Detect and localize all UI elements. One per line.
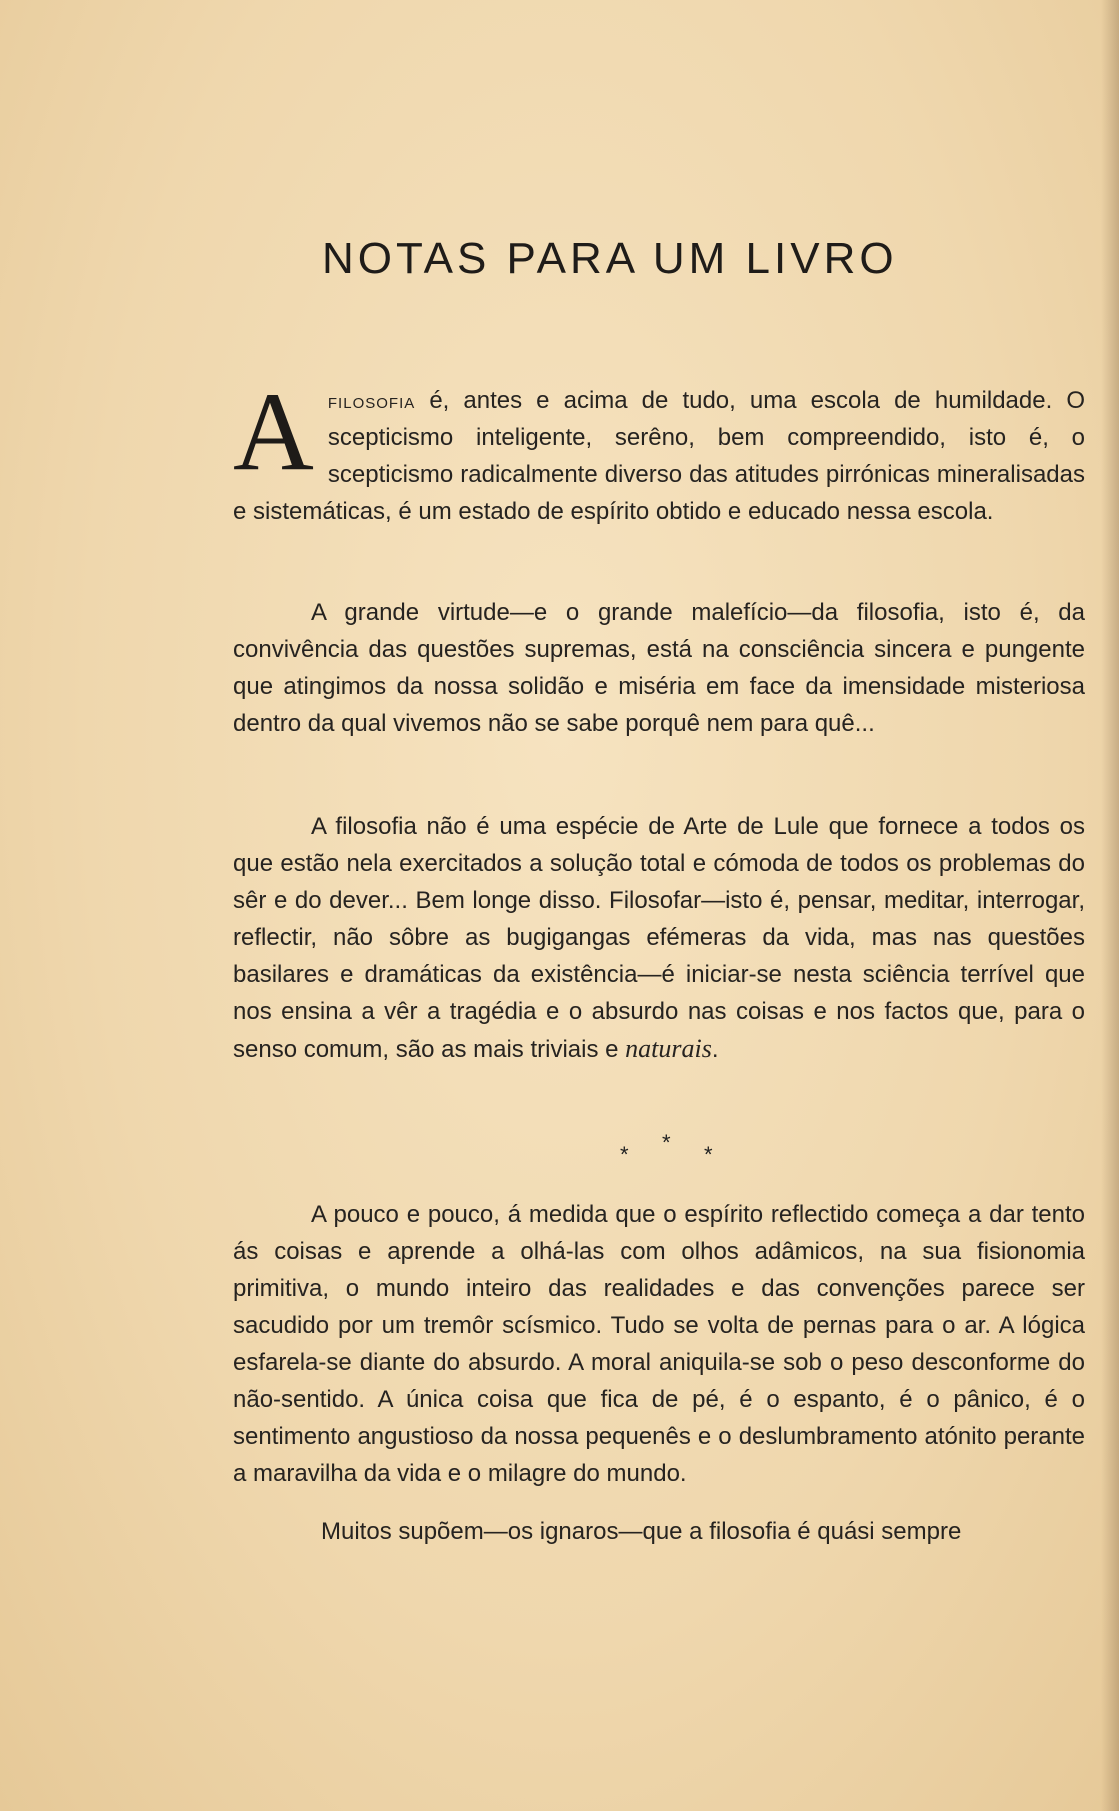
section-separator xyxy=(610,1130,713,1170)
paragraph-3-end: . xyxy=(711,1036,719,1063)
drop-cap: A xyxy=(233,370,314,494)
chapter-title: NOTAS PARA UM LIVRO xyxy=(322,234,898,283)
paragraph-5: Muitos supõem—os ignaros—que a filosofia é quási sempre xyxy=(321,1518,962,1545)
paragraph-3 xyxy=(233,808,1085,1068)
paragraph-4: A pouco e pouco, á medida que o espírito reflectido começa a dar tento ás coisas e aprende a olhá-las com olhos adâmicos, na sua fisionomia primitiva, o mundo inteiro das realidades e das convenções parece ser sacudido por um tremôr scísmico. Tudo se volta de pernas para o ar. A lógica esfarela-se diante do absurdo. A moral aniquila-se sob o peso desconforme do não-sentido. A única coisa que fica de pé, é o espanto, é o pânico, é o sentimento angustioso da nossa pequenês e o deslumbramento atónito perante a maravilha da vida e o milagre do mundo. xyxy=(233,1201,1085,1487)
paragraph-1-text: é, antes e acima de tudo, uma escola de humildade. O scepticismo inteligente, serêno, bem compreendido, isto é, o scepticismo radicalmente diverso das atitudes pirrónicas mineralisadas e sistemáticas, é um estado de espírito obtido e educado nessa escola. xyxy=(233,387,1085,525)
asterisk-right: * xyxy=(704,1142,713,1167)
paragraph-1-lead: filosofia xyxy=(327,388,416,413)
asterisk-top: * xyxy=(662,1130,671,1155)
paragraph-3-text: A filosofia não é uma espécie de Arte de Lule que fornece a todos os que estão nela exercitados a solução total e cómoda de todos os problemas do sêr e do dever... Bem longe disso. Filosofar—isto é, pensar, meditar, interrogar, reflectir, não sôbre as bugigangas efémeras da vida, mas nas questões basilares e dramáticas da existência—é iniciar-se nesta sciência terrível que nos ensina a vêr a tragédia e o absurdo nas coisas e nos factos que, para o senso comum, são as mais triviais e xyxy=(233,813,1085,1063)
asterisk-left: * xyxy=(620,1142,629,1167)
paragraph-1 xyxy=(233,370,1085,530)
paragraph-3-italic: naturais xyxy=(625,1034,712,1063)
page-edge-shadow xyxy=(1101,0,1119,1811)
paragraph-2: A grande virtude—e o grande malefício—da filosofia, isto é, da convivência das questões supremas, está na consciência sincera e pungente que atingimos da nossa solidão e miséria em face da imensidade misteriosa dentro da qual vivemos não se sabe porquê nem para quê... xyxy=(233,599,1085,737)
